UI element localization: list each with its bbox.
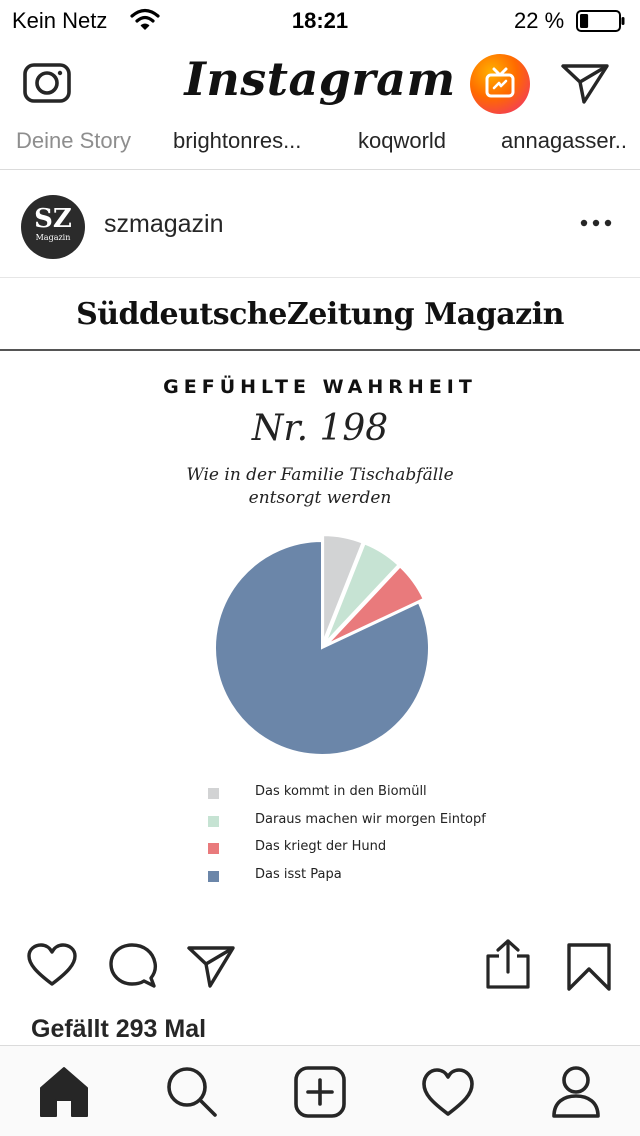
legend-swatch	[208, 788, 219, 799]
post-username[interactable]: szmagazin	[104, 210, 224, 238]
comment-icon[interactable]	[108, 942, 158, 995]
heart-icon[interactable]	[26, 942, 78, 993]
share-icon[interactable]	[186, 942, 236, 995]
legend-swatch	[208, 816, 219, 827]
carrier-label: Kein Netz	[12, 8, 108, 33]
story-item[interactable]: koqworld	[358, 128, 447, 153]
story-item-own[interactable]: Deine Story	[16, 128, 131, 153]
status-bar	[0, 0, 640, 40]
more-options-icon[interactable]	[578, 216, 614, 235]
story-item[interactable]: annagasser..	[501, 128, 627, 153]
legend-swatch	[208, 871, 219, 882]
igtv-icon[interactable]	[470, 54, 530, 114]
avatar-initials: SZ	[34, 204, 72, 234]
avatar-subtext: Magazin	[35, 233, 71, 242]
legend-label: Das kriegt der Hund	[255, 839, 387, 854]
graphic-kicker: GEFÜHLTE WAHRHEIT	[163, 376, 477, 398]
legend-label: Das kommt in den Biomüll	[255, 784, 427, 799]
legend-label: Das isst Papa	[255, 866, 342, 882]
profile-icon[interactable]	[546, 1064, 606, 1120]
likes-count[interactable]: Gefällt 293 Mal	[31, 1015, 207, 1043]
story-item[interactable]: brightonres...	[173, 128, 302, 153]
avatar[interactable]	[21, 195, 85, 259]
tab-bar	[0, 1045, 640, 1136]
search-icon[interactable]	[160, 1064, 220, 1120]
chart-title: Wie in der Familie Tischabfälle entsorgt werden	[186, 465, 454, 508]
pie-chart	[0, 278, 640, 778]
home-icon[interactable]	[34, 1064, 94, 1120]
battery-level-fill	[580, 14, 588, 28]
battery-percent: 22 %	[514, 8, 565, 33]
new-post-icon[interactable]	[290, 1064, 350, 1120]
instagram-logo: Instagram	[184, 52, 456, 106]
upload-icon[interactable]	[485, 938, 531, 995]
legend-label: Daraus machen wir morgen Eintopf	[255, 811, 486, 827]
clock: 18:21	[291, 8, 349, 33]
app-header	[0, 40, 640, 128]
battery-icon	[576, 10, 626, 38]
post-image[interactable]	[0, 278, 640, 918]
activity-icon[interactable]	[418, 1064, 478, 1120]
post-header	[0, 170, 640, 278]
bookmark-icon[interactable]	[566, 942, 612, 997]
graphic-number: Nr. 198	[251, 408, 389, 449]
legend-swatch	[208, 843, 219, 854]
stories-tray[interactable]	[0, 126, 640, 170]
post-actions	[0, 918, 640, 1014]
direct-message-icon[interactable]	[560, 58, 610, 111]
magazine-masthead: SüddeutscheZeitung Magazin	[0, 278, 640, 351]
